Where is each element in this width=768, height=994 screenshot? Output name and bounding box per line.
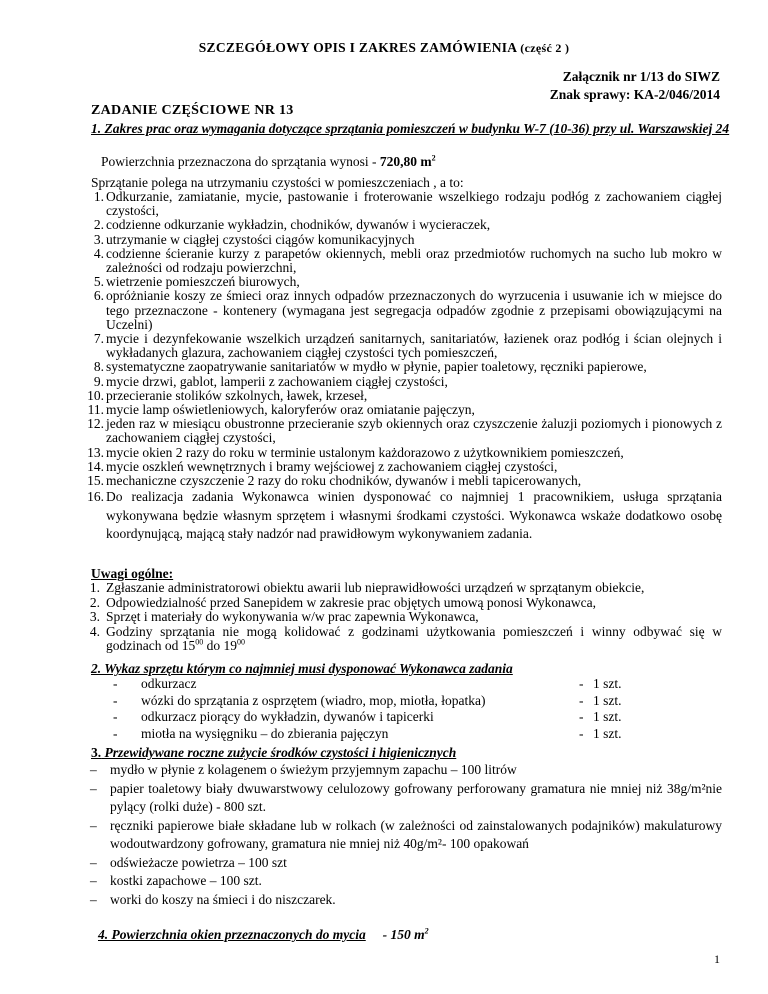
equipment-dash: - — [113, 676, 118, 691]
task-item — [0, 403, 722, 417]
note-item — [0, 581, 722, 596]
equipment-dash: - — [579, 692, 584, 708]
general-notes-list — [0, 581, 722, 654]
equipment-dash: - — [113, 709, 118, 724]
consumable-item — [0, 872, 722, 891]
task-item — [0, 275, 722, 289]
task-text: mechaniczne czyszczenie 2 razy do roku chodników, dywanów i mebli tapicerowanych, — [106, 473, 582, 489]
consumable-dash: – — [90, 817, 97, 833]
note-number: 1. — [89, 580, 100, 595]
area-sup: 2 — [431, 153, 436, 163]
equipment-row — [113, 709, 733, 726]
task-item — [0, 488, 722, 544]
page-number: 1 — [714, 952, 720, 966]
note-text: Zgłaszanie administratorowi obiektu awarii lub nieprawidłowości urządzeń w sprzątanym obiekcie, — [106, 580, 645, 595]
consumable-item — [0, 891, 722, 910]
consumable-text: ręczniki papierowe białe składane lub w rolkach (w zależności od zainstalowanych podajników) makulaturowy wodoutwardzony gofrowany, gramatura nie mniej niż 40g/m²- 100 opakowań — [110, 817, 722, 851]
task-number: 15. — [87, 473, 104, 489]
section3-number: 3. — [91, 745, 102, 760]
task-item — [0, 460, 722, 474]
task-number: 13. — [87, 444, 104, 460]
task-item — [0, 218, 722, 232]
task-text: Do realizacja zadania Wykonawca winien dysponować co najmniej 1 pracownikiem, usługa sprzątania wykonywana będzie własnym sprzętem i własnymi środkami czystości. Wykonawca wskaże dodatkowo osobę koordynującą, mającą stały nadzór nad prawidłowym wykonywaniem zadania. — [106, 489, 722, 542]
area-label: Powierzchnia przeznaczona do sprzątania wynosi - — [101, 154, 377, 169]
task-item — [0, 360, 722, 374]
document-title: SZCZEGÓŁOWY OPIS I ZAKRES ZAMÓWIENIA (część 2 ) — [198, 40, 570, 55]
section1-intro: Sprzątanie polega na utrzymaniu czystości w pomieszczeniach , a to: — [91, 175, 464, 190]
task-text: mycie drzwi, gablot, lamperii z zachowaniem ciągłej czystości, — [106, 373, 448, 389]
consumable-text: mydło w płynie z kolagenem o świeżym przyjemnym zapachu – 100 litrów — [110, 762, 517, 777]
task-item — [0, 446, 722, 460]
consumable-dash: – — [90, 854, 97, 870]
consumable-item — [0, 817, 722, 854]
task-text: Odkurzanie, zamiatanie, mycie, pastowanie i froterowanie wszelkiego rodzaju podłóg z zachowaniem ciągłej czystości, — [106, 189, 722, 219]
note-sup: 00 — [236, 637, 245, 647]
note-item — [0, 625, 722, 654]
task-number: 16. — [87, 489, 104, 505]
task-text: codzienne odkurzanie wykładzin, chodników, dywanów i wycieraczek, — [106, 217, 491, 233]
task-number: 14. — [87, 458, 104, 474]
task-item — [0, 332, 722, 360]
equipment-row — [113, 726, 733, 743]
task-number: 10. — [87, 387, 104, 403]
note-item — [0, 610, 722, 625]
section4-heading — [98, 927, 429, 943]
note-sup: 00 — [195, 637, 204, 647]
section4-sup: 2 — [424, 926, 429, 936]
task-item — [0, 289, 722, 332]
task-text: przecieranie stolików szkolnych, ławek, krzeseł, — [106, 387, 368, 403]
note-number: 4. — [89, 623, 100, 639]
task-list — [0, 190, 722, 544]
equipment-dash: - — [113, 725, 118, 741]
task-number: 7. — [93, 331, 104, 347]
equipment-name: wózki do sprzątania z osprzętem (wiadro, mop, miotła, łopatka) — [141, 692, 486, 708]
equipment-qty: 1 szt. — [593, 676, 622, 691]
task-title: ZADANIE CZĘŚCIOWE NR 13 — [91, 103, 294, 118]
task-number: 12. — [87, 416, 104, 432]
equipment-qty: 1 szt. — [593, 692, 622, 708]
note-number: 2. — [89, 594, 100, 610]
task-text: codzienne ścieranie kurzy z parapetów okiennych, mebli oraz przedmiotów ruchomych na sucho lub mokro w zależności od rodzaju powierzchni, — [106, 245, 722, 276]
task-item — [0, 190, 722, 218]
consumable-item — [0, 761, 722, 780]
task-item — [0, 417, 722, 445]
consumable-dash: – — [90, 891, 97, 907]
consumables-list — [0, 761, 722, 909]
equipment-dash: - — [579, 725, 584, 741]
task-text: opróżnianie koszy ze śmieci oraz innych odpadów przeznaczonych do wyrzucenia i usuwanie ich w miejsce do tego przeznaczone - kontenery (wymagana jest segregacja odpadów zgodnie z przepisami obowiązującymi na Uczelni) — [106, 288, 722, 332]
task-number: 4. — [93, 245, 104, 261]
consumable-text: papier toaletowy biały dwuwarstwowy celulozowy gofrowany perforowany gramatura nie mniej niż 38g/m²nie pylący (rolki duże) - 800 szt. — [110, 780, 722, 814]
note-text: Sprzęt i materiały do wykonywania w/w prac zapewnia Wykonawca, — [106, 609, 479, 624]
section2-heading: 2. Wykaz sprzętu którym co najmniej musi dysponować Wykonawca zadania — [91, 661, 513, 676]
equipment-list — [113, 676, 733, 742]
task-item — [0, 389, 722, 403]
task-text: mycie lamp oświetleniowych, kaloryferów oraz omiatanie pajęczyn, — [106, 402, 475, 418]
equipment-name: odkurzacz — [141, 676, 197, 691]
section1-heading: 1. Zakres prac oraz wymagania dotyczące sprzątania pomieszczeń w budynku W-7 (10-36) przy ul. Warszawskiej 24 — [91, 121, 730, 136]
task-number: 11. — [87, 402, 104, 418]
task-number: 3. — [93, 231, 104, 247]
task-text: mycie okien 2 razy do roku w terminie ustalonym każdorazowo z użytkownikiem pomieszczeń, — [106, 444, 624, 460]
task-text: mycie i dezynfekowanie wszelkich urządzeń sanitarnych, sanitariatów, łazienek oraz podłóg i ścian olejnych i wykładanych glazura, zachowaniem ciągłej czystości tych pomieszczeń, — [106, 331, 722, 361]
consumable-dash: – — [90, 873, 97, 888]
task-number: 1. — [93, 189, 104, 204]
equipment-dash: - — [579, 709, 584, 724]
equipment-name: odkurzacz piorący do wykładzin, dywanów i tapicerki — [141, 709, 434, 724]
equipment-dash: - — [579, 676, 584, 691]
consumable-dash: – — [90, 780, 97, 796]
section4-title: 4. Powierzchnia okien przeznaczonych do mycia — [98, 927, 366, 942]
task-text: mycie oszkleń wewnętrznych i bramy wejściowej z zachowaniem ciągłej czystości, — [106, 458, 558, 474]
task-number: 2. — [93, 217, 104, 233]
note-text: Odpowiedzialność przed Sanepidem w zakresie prac objętych umową ponosi Wykonawca, — [106, 594, 597, 610]
note-text: do 19 — [203, 638, 237, 653]
task-text: jeden raz w miesiącu obustronne przecieranie szyb okiennych oraz czyszczenie żaluzji poziomych i pionowych z zachowaniem ciągłej czystości, — [106, 416, 722, 446]
attachment-number: Załącznik nr 1/13 do SIWZ — [562, 69, 720, 84]
task-number: 8. — [93, 359, 104, 375]
attachment-info — [550, 68, 720, 104]
task-number: 5. — [93, 274, 104, 290]
task-text: utrzymanie w ciągłej czystości ciągów komunikacyjnych — [106, 231, 415, 247]
area-value: 720,80 m — [379, 154, 432, 169]
task-number: 6. — [93, 288, 104, 304]
title-part: (część 2 ) — [520, 41, 570, 55]
equipment-row — [113, 693, 733, 710]
area-line — [101, 154, 436, 170]
note-item — [0, 596, 722, 611]
consumable-item — [0, 854, 722, 873]
case-number: Znak sprawy: KA-2/046/2014 — [549, 87, 720, 102]
note-text: Godziny sprzątania nie mogą kolidować z godzinami użytkowania pomieszczeń i winny odbywać się w godzinach od 15 — [106, 623, 722, 653]
consumable-text: worki do koszy na śmieci i do niszczarek. — [110, 891, 336, 907]
consumable-text: kostki zapachowe – 100 szt. — [110, 873, 262, 888]
task-item — [0, 233, 722, 247]
section3-heading — [91, 745, 456, 761]
equipment-qty: 1 szt. — [593, 725, 622, 741]
equipment-name: miotła na wysięgniku – do zbierania pajęczyn — [141, 725, 389, 741]
task-item — [0, 375, 722, 389]
equipment-dash: - — [113, 692, 118, 708]
equipment-row — [113, 676, 733, 693]
general-notes-heading: Uwagi ogólne: — [91, 566, 174, 581]
task-text: wietrzenie pomieszczeń biurowych, — [106, 274, 300, 290]
consumable-text: odświeżacze powietrza – 100 szt — [110, 854, 287, 870]
task-item — [0, 247, 722, 275]
section4-value: - 150 m — [382, 927, 425, 942]
equipment-qty: 1 szt. — [593, 709, 622, 724]
consumable-dash: – — [90, 762, 97, 777]
note-number: 3. — [89, 609, 100, 624]
consumable-item — [0, 780, 722, 817]
task-number: 9. — [93, 373, 104, 389]
task-item — [0, 474, 722, 488]
task-text: systematyczne zaopatrywanie sanitariatów w mydło w płynie, papier toaletowy, ręczniki papierowe, — [106, 359, 647, 375]
section3-title: Przewidywane roczne zużycie środków czystości i higienicznych — [104, 745, 457, 760]
